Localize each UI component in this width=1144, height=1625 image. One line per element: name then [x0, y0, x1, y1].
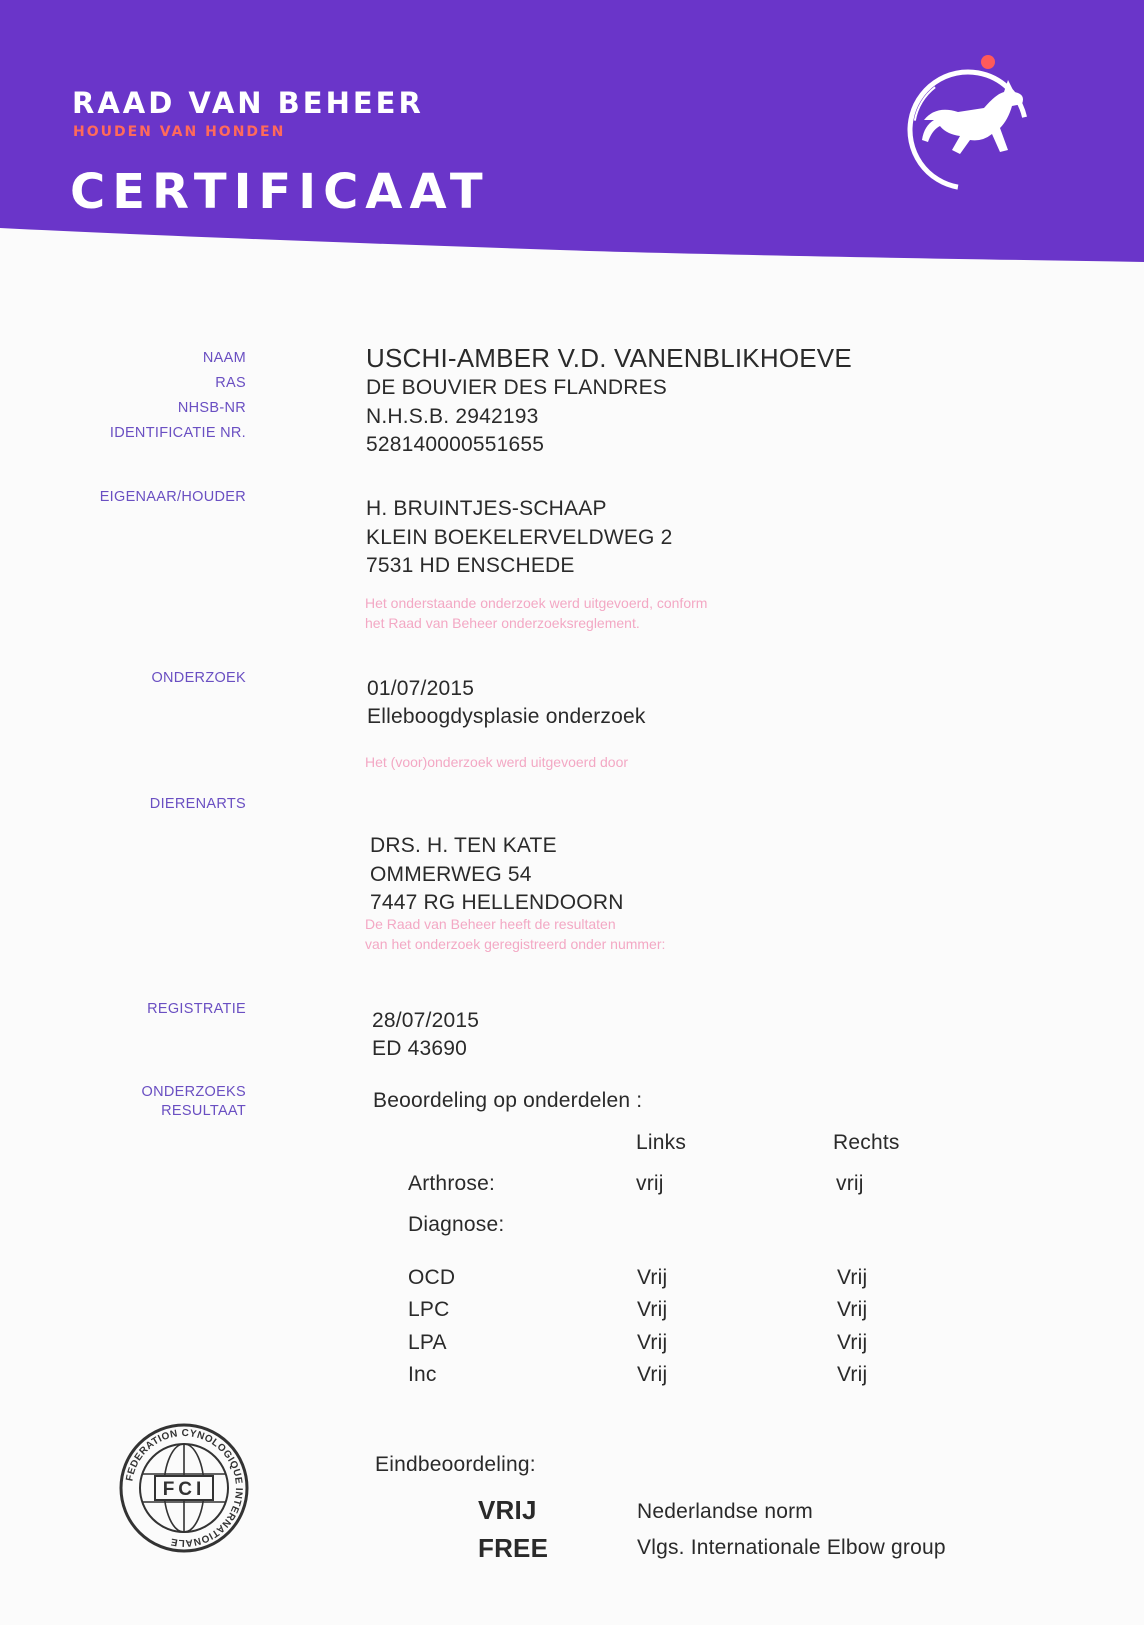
- dog-breed: DE BOUVIER DES FLANDRES: [366, 376, 667, 399]
- table-row-right: Vrij: [837, 1363, 868, 1386]
- registration-number: ED 43690: [372, 1037, 468, 1060]
- owner-note-line2: het Raad van Beheer onderzoeksreglement.: [365, 615, 640, 631]
- dog-name: USCHI-AMBER V.D. VANENBLIKHOEVE: [366, 343, 852, 373]
- vet-note-line1: De Raad van Beheer heeft de resultaten: [365, 916, 616, 932]
- label-result-line1: ONDERZOEKS: [141, 1084, 246, 1100]
- table-row-name: OCD: [408, 1266, 456, 1289]
- org-name: RAAD VAN BEHEER: [72, 86, 424, 120]
- final-norm-en: Vlgs. Internationale Elbow group: [637, 1536, 946, 1559]
- label-nhsb: NHSB-NR: [177, 400, 246, 416]
- table-row-name: Inc: [408, 1363, 437, 1386]
- col-header-right: Rechts: [833, 1131, 900, 1154]
- exam-type: Elleboogdysplasie onderzoek: [367, 705, 646, 728]
- label-naam: NAAM: [202, 350, 246, 366]
- table-row-name: LPC: [408, 1298, 450, 1321]
- dog-catching-ball-logo-icon: [896, 50, 1046, 200]
- label-identificatie: IDENTIFICATIE NR.: [109, 425, 246, 441]
- final-heading: Eindbeoordeling:: [375, 1453, 536, 1476]
- exam-note: Het (voor)onderzoek werd uitgevoerd door: [365, 754, 629, 770]
- label-owner: EIGENAAR/HOUDER: [99, 489, 246, 505]
- owner-note-line1: Het onderstaande onderzoek werd uitgevoerd, conform: [365, 595, 708, 611]
- exam-date: 01/07/2015: [367, 677, 475, 700]
- dog-id-number: 528140000551655: [366, 433, 545, 456]
- fci-ring-text: FEDERATION CYNOLOGIQUE INTERNATIONALE: [124, 1427, 245, 1549]
- final-verdict-en: FREE: [478, 1533, 549, 1563]
- dog-nhsb-number: N.H.S.B. 2942193: [366, 405, 539, 428]
- vet-note-line2: van het onderzoek geregistreerd onder nummer:: [365, 936, 666, 952]
- result-heading: Beoordeling op onderdelen :: [373, 1089, 643, 1112]
- table-row-left: Vrij: [637, 1331, 668, 1354]
- row-arthrose-right: vrij: [836, 1172, 864, 1195]
- col-header-left: Links: [636, 1131, 687, 1154]
- table-row-right: Vrij: [837, 1266, 868, 1289]
- table-row-right: Vrij: [837, 1298, 868, 1321]
- row-arthrose-left: vrij: [636, 1172, 664, 1195]
- owner-name: H. BRUINTJES-SCHAAP: [366, 497, 607, 520]
- vet-city: 7447 RG HELLENDOORN: [370, 891, 624, 914]
- label-result-line2: RESULTAAT: [161, 1103, 246, 1119]
- fci-center-text: FCI: [162, 1479, 206, 1500]
- org-tagline: HOUDEN VAN HONDEN: [73, 124, 286, 140]
- label-exam: ONDERZOEK: [151, 670, 246, 686]
- label-registration: REGISTRATIE: [147, 1001, 246, 1017]
- table-row-left: Vrij: [637, 1363, 668, 1386]
- table-row-left: Vrij: [637, 1266, 668, 1289]
- owner-city: 7531 HD ENSCHEDE: [366, 554, 575, 577]
- final-norm-nl: Nederlandse norm: [637, 1500, 813, 1523]
- owner-street: KLEIN BOEKELERVELDWEG 2: [366, 526, 673, 549]
- table-row-right: Vrij: [837, 1331, 868, 1354]
- fci-globe-seal-icon: [118, 1422, 250, 1554]
- vet-name: DRS. H. TEN KATE: [370, 834, 557, 857]
- row-arthrose-name: Arthrose:: [408, 1172, 495, 1195]
- label-ras: RAS: [215, 375, 246, 391]
- certificate-title: CERTIFICAAT: [70, 164, 490, 220]
- vet-street: OMMERWEG 54: [370, 863, 532, 886]
- label-vet: DIERENARTS: [149, 796, 246, 812]
- registration-date: 28/07/2015: [372, 1009, 480, 1032]
- final-verdict-nl: VRIJ: [478, 1495, 537, 1525]
- diagnose-label: Diagnose:: [408, 1213, 505, 1236]
- table-row-name: LPA: [408, 1331, 447, 1354]
- table-row-left: Vrij: [637, 1298, 668, 1321]
